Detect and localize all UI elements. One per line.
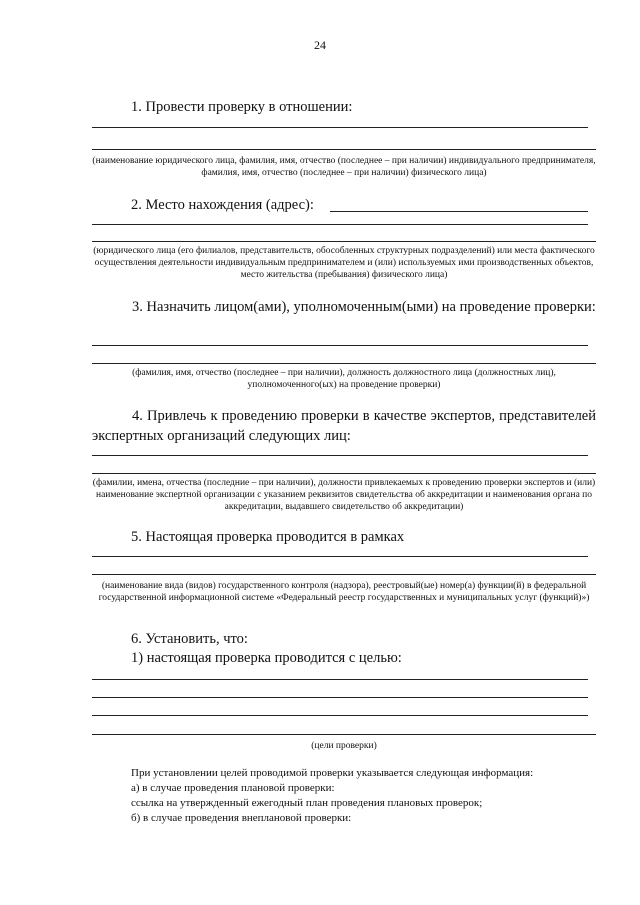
fill-line — [92, 149, 596, 150]
paragraph: При установлении целей проводимой проверки указывается следующая информация: — [131, 767, 534, 779]
section-6-caption: (цели проверки) — [311, 741, 377, 751]
fill-line — [92, 679, 588, 680]
fill-line — [92, 473, 596, 474]
section-2-caption: (юридического лица (его филиалов, представительств, обособленных структурных подразделений) или места фактического осуществления деятельности индивидуальным предпринимателем и (или) используемых ими производственных объектов, место жительства (пребывания) физического лица) — [93, 246, 595, 280]
fill-line — [92, 734, 596, 735]
fill-line — [92, 715, 588, 716]
section-2-heading: 2. Место нахождения (адрес): — [131, 197, 314, 213]
section-1-caption: (наименование юридического лица, фамилия, имя, отчество (последнее – при наличии) индивидуального предпринимателя, фамилия, имя, отчество (последнее – при наличии) физического лица) — [92, 156, 596, 178]
fill-line — [92, 345, 588, 346]
section-6-subheading: 1) настоящая проверка проводится с целью: — [131, 650, 402, 666]
fill-line — [92, 697, 588, 698]
section-3-heading-text: 3. Назначить лицом(ами), уполномоченным(ыми) на проведение проверки: — [132, 299, 596, 315]
fill-line — [92, 127, 588, 128]
page-number: 24 — [314, 38, 326, 52]
paragraph: ссылка на утвержденный ежегодный план проведения плановых проверок; — [131, 797, 483, 809]
section-6-heading: 6. Установить, что: — [131, 631, 248, 647]
section-1-heading: 1. Провести проверку в отношении: — [131, 99, 353, 115]
section-5-heading: 5. Настоящая проверка проводится в рамках — [131, 529, 405, 545]
fill-line — [92, 241, 596, 242]
fill-line — [330, 211, 588, 212]
fill-line — [92, 363, 596, 364]
section-4-caption: (фамилии, имена, отчества (последние – при наличии), должности привлекаемых к проведению проверки экспертов и (или) наименование экспертной организации с указанием реквизитов свидетельства об аккредитации и наименования органа по аккредитации, выдавшего свидетельство об аккредитации) — [92, 478, 596, 512]
section-4-heading — [92, 406, 596, 446]
fill-line — [92, 556, 588, 557]
fill-line — [92, 574, 596, 575]
fill-line — [92, 224, 588, 225]
section-3-caption: (фамилия, имя, отчество (последнее – при наличии), должность должностного лица (должностных лиц), уполномоченного(ых) на проведение проверки) — [132, 368, 556, 390]
paragraph: б) в случае проведения внеплановой проверки: — [131, 812, 352, 824]
section-3-heading — [92, 297, 596, 317]
section-4-heading-text: 4. Привлечь к проведению проверки в качестве экспертов, представителей экспертных организаций следующих лиц: — [92, 408, 596, 444]
section-5-caption: (наименование вида (видов) государственного контроля (надзора), реестровый(ые) номер(а) функции(й) в федеральной государственной информационной системе «Федеральный реестр государственных и муниципальных услуг (функций)») — [98, 581, 590, 603]
fill-line — [92, 455, 588, 456]
paragraph: а) в случае проведения плановой проверки: — [131, 782, 335, 794]
